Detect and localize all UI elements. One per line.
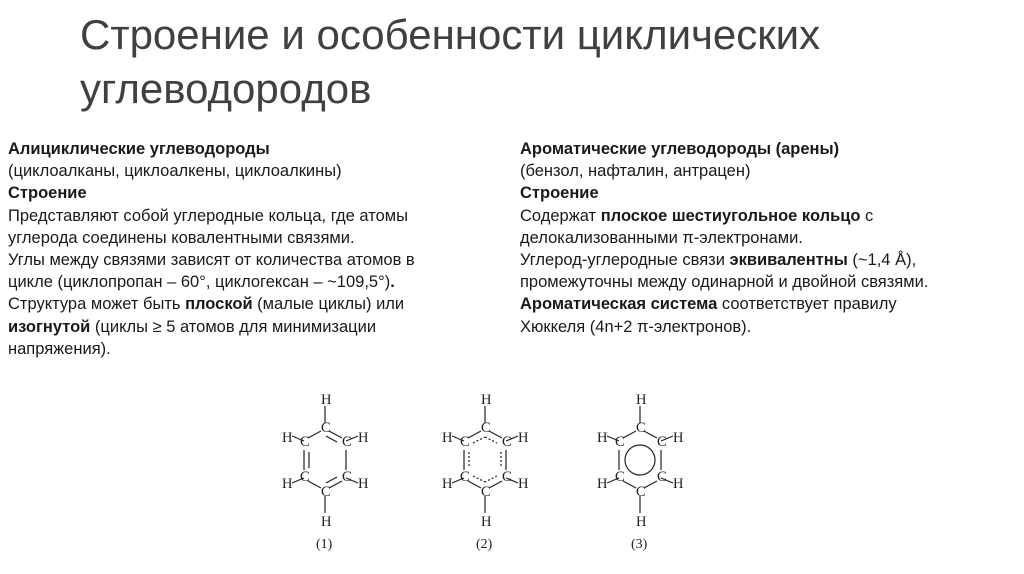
formula3-h-upper-right: H [673, 430, 684, 446]
left-p3-line2-bold: изогнутой [8, 317, 91, 336]
formula-label-1: (1) [316, 537, 333, 552]
formula3-c-bottom: C [636, 484, 646, 500]
left-column [8, 138, 498, 360]
formula1-c-upper-right: C [342, 434, 352, 450]
formula1-h-lower-left: H [282, 476, 293, 492]
right-p3-line1-b: соответствует правилу [717, 295, 897, 314]
formula2-h-lower-right: H [518, 476, 529, 492]
formula2-h-upper-right: H [518, 430, 529, 446]
left-p2-line2 [8, 271, 498, 293]
right-p2-line1-c: (~1,4 Å), [847, 251, 917, 270]
benzene-formula-3-svg [585, 388, 695, 568]
left-p3-line1-bold: плоской [185, 295, 253, 314]
benzene-formula-3 [585, 388, 695, 568]
formula3-h-lower-right: H [673, 476, 684, 492]
formula3-h-lower-left: H [597, 476, 608, 492]
right-p1-line1-a: Содержат [520, 206, 601, 225]
left-p2-line1: Углы между связями зависят от количества атомов в [8, 251, 415, 270]
left-p1-line2: углерода соединены ковалентными связями. [8, 228, 355, 247]
formula1-c-bottom: C [321, 484, 331, 500]
formula2-h-upper-left: H [442, 430, 453, 446]
left-p3-line1-c: (малые циклы) или [252, 295, 405, 314]
left-p3-line2 [8, 316, 498, 338]
benzene-formula-2 [430, 388, 540, 568]
benzene-formula-1-svg [270, 388, 380, 568]
right-subheading: (бензол, нафталин, антрацен) [520, 162, 751, 181]
left-heading: Алициклические углеводороды [8, 140, 270, 158]
benzene-formula-2-svg [430, 388, 540, 568]
formula1-h-upper-right: H [358, 430, 369, 446]
right-p2-line2: промежуточны между одинарной и двойной связями. [520, 273, 929, 292]
aromatic-ring-circle [625, 445, 655, 475]
left-p2-line2-period: . [390, 273, 395, 292]
formula-label-2: (2) [476, 537, 493, 552]
formula3-c-upper-right: C [657, 434, 667, 450]
right-heading: Ароматические углеводороды (арены) [520, 140, 840, 158]
left-p3-line1 [8, 293, 498, 315]
formula2-h-lower-left: H [442, 476, 453, 492]
left-p1-line1: Представляют собой углеродные кольца, где атомы [8, 206, 408, 225]
left-p3-line2-b: (циклы ≥ 5 атомов для минимизации [90, 317, 377, 336]
formula1-c-lower-right: C [342, 469, 352, 485]
formula2-c-lower-left: C [460, 469, 470, 485]
formula2-c-upper-left: C [460, 434, 470, 450]
slide-title [80, 8, 980, 116]
right-column [520, 138, 1015, 338]
formula-label-3: (3) [631, 537, 648, 552]
formula3-h-bottom: H [636, 514, 647, 530]
right-p3-line1-bold: Ароматическая система [520, 295, 718, 314]
formula3-h-upper-left: H [597, 430, 608, 446]
left-p2-line2-text: цикле (циклопропан – 60°, циклогексан – ~109,5°) [8, 273, 391, 292]
formula1-h-lower-right: H [358, 476, 369, 492]
left-subheading: (циклоалканы, циклоалкены, циклоалкины) [8, 162, 342, 181]
formula1-c-top: C [321, 420, 331, 436]
formula3-h-top: H [636, 392, 647, 408]
formula2-c-bottom: C [481, 484, 491, 500]
right-p1-line1-bold: плоское шестиугольное кольцо [600, 206, 861, 225]
formula2-h-bottom: H [481, 514, 492, 530]
formula1-c-lower-left: C [300, 469, 310, 485]
formula3-c-top: C [636, 420, 646, 436]
right-p2-line1-a: Углерод-углеродные связи [520, 251, 730, 270]
formula2-c-top: C [481, 420, 491, 436]
slide-title-line2: углеводородов [80, 65, 372, 112]
right-p2-line1-bold: эквивалентны [729, 251, 848, 270]
formula1-h-top: H [321, 392, 332, 408]
formula1-c-upper-left: C [300, 434, 310, 450]
left-p3-line1-a: Структура может быть [8, 295, 186, 314]
formula2-c-upper-right: C [502, 434, 512, 450]
formula3-c-upper-left: C [615, 434, 625, 450]
formula1-h-upper-left: H [282, 430, 293, 446]
left-p3-line3: напряжения). [8, 339, 111, 358]
benzene-formula-1 [270, 388, 380, 568]
right-p3-line2: Хюккеля (4n+2 π-электронов). [520, 317, 752, 336]
right-p3-line1 [520, 293, 1015, 315]
right-p2-line1 [520, 249, 1015, 271]
slide-title-line1: Строение и особенности циклических [80, 11, 821, 58]
formula2-h-top: H [481, 392, 492, 408]
left-section-label: Строение [8, 184, 87, 203]
right-p1-line1 [520, 205, 1015, 227]
formula2-c-lower-right: C [502, 469, 512, 485]
formula3-c-lower-left: C [615, 469, 625, 485]
right-p1-line2: делокализованными π-электронами. [520, 228, 803, 247]
formula3-c-lower-right: C [657, 469, 667, 485]
right-p1-line1-c: с [860, 206, 874, 225]
formula1-h-bottom: H [321, 514, 332, 530]
right-section-label: Строение [520, 184, 599, 203]
